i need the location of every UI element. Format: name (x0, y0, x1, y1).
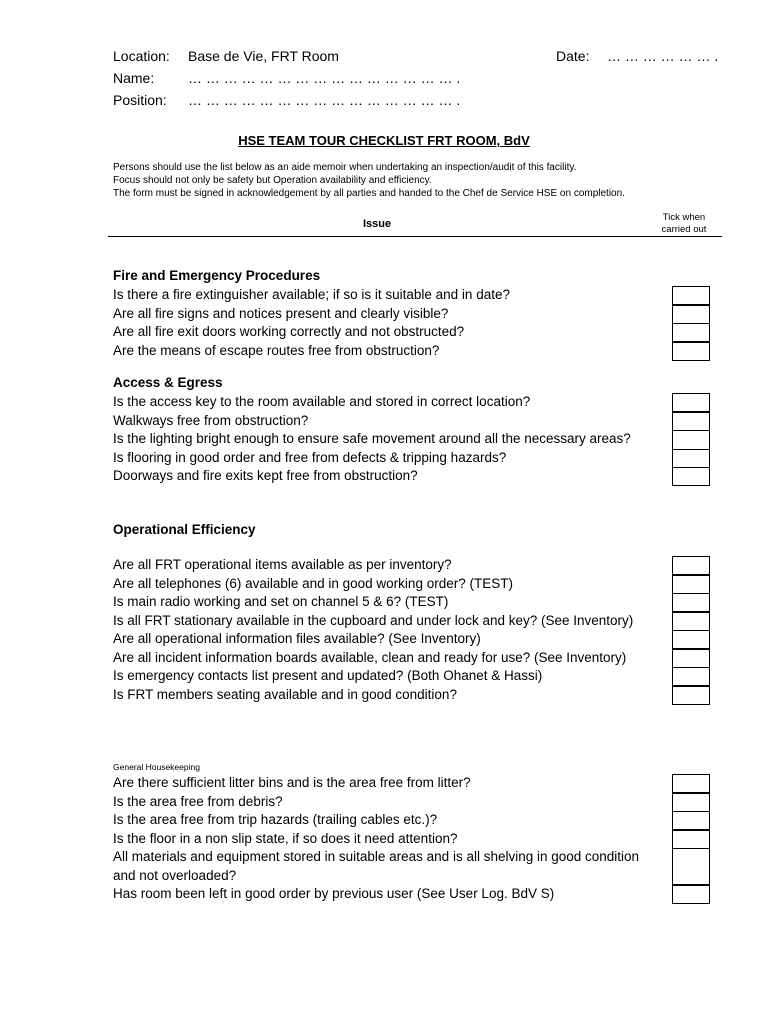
checklist-item: Is the floor in a non slip state, if so does it need attention? (113, 830, 458, 846)
checklist-row (113, 793, 648, 812)
tick-box[interactable] (672, 630, 710, 649)
checklist-item: Are there sufficient litter bins and is the area free from litter? (113, 775, 471, 790)
checklist-item: All materials and equipment stored in suitable areas and is all shelving in good condition and not overloaded? (113, 849, 640, 883)
checklist-item: Is the area free from trip hazards (trailing cables etc.)? (113, 812, 438, 827)
tick-box[interactable] (672, 323, 710, 342)
checklist-row (113, 556, 648, 575)
checklist-item: Are all telephones (6) available and in good working order? (TEST) (113, 575, 513, 591)
checklist-item: Is all FRT stationary available in the cupboard and under lock and key? (See Inventory) (113, 612, 634, 628)
section-title: Access & Egress (113, 375, 223, 390)
tick-box[interactable] (672, 575, 710, 594)
name-label: Name: (113, 70, 155, 86)
tick-box[interactable] (672, 667, 710, 686)
issue-column-heading: Issue (363, 218, 392, 230)
checklist-row (113, 575, 648, 594)
checklist-item: Are all operational information files available? (See Inventory) (113, 631, 481, 646)
column-header (108, 212, 722, 237)
checklist-item: Is the lighting bright enough to ensure safe movement around all the necessary areas? (113, 431, 631, 446)
position-value: … … … … … … … … … … … … … … … . (188, 92, 461, 108)
checklist-row (113, 305, 648, 324)
checklist-row (113, 630, 648, 649)
checklist-row (113, 323, 648, 342)
tick-box[interactable] (672, 556, 710, 575)
tick-box[interactable] (672, 467, 710, 486)
tick-heading-line: carried out (661, 224, 707, 235)
checklist-item: Are all incident information boards available, clean and ready for use? (See Inventory) (113, 649, 627, 665)
intro-text (113, 161, 625, 200)
checklist-row (113, 885, 648, 904)
checklist-row (113, 430, 648, 449)
date-label: Date: (556, 48, 590, 64)
tick-box[interactable] (672, 811, 710, 830)
checklist-item: Are all fire exit doors working correctly and not obstructed? (113, 324, 465, 339)
name-value: … … … … … … … … … … … … … … … . (188, 70, 461, 86)
checklist-item: Is there a fire extinguisher available; if so is it suitable and in date? (113, 287, 510, 302)
tick-column-heading (654, 212, 714, 236)
checklist-row (113, 774, 648, 793)
intro-line: Focus should not only be safety but Operation availability and efficiency. (113, 175, 432, 186)
checklist-item: Are the means of escape routes free from obstruction? (113, 342, 440, 358)
section-fire-emergency (113, 266, 648, 360)
checklist-row (113, 686, 648, 705)
tick-box[interactable] (672, 848, 710, 885)
tick-box[interactable] (672, 593, 710, 612)
tick-box[interactable] (672, 449, 710, 468)
checklist-row (113, 830, 648, 849)
tick-box[interactable] (672, 305, 710, 324)
section-title: Operational Efficiency (113, 522, 256, 537)
tick-box[interactable] (672, 774, 710, 793)
document-title: HSE TEAM TOUR CHECKLIST FRT ROOM, BdV (238, 133, 530, 148)
checklist-row (113, 848, 648, 885)
checklist-item: Is emergency contacts list present and updated? (Both Ohanet & Hassi) (113, 668, 543, 683)
tick-box[interactable] (672, 830, 710, 849)
location-value: Base de Vie, FRT Room (188, 48, 339, 64)
date-value: … … … … … … . (607, 48, 719, 64)
checklist-row (113, 412, 648, 431)
checklist-row (113, 612, 648, 631)
checklist-item: Is the area free from debris? (113, 793, 283, 809)
checklist-item: Doorways and fire exits kept free from obstruction? (113, 468, 418, 483)
checklist-row (113, 593, 648, 612)
tick-box[interactable] (672, 686, 710, 705)
section-access-egress (113, 373, 648, 486)
checklist-item: Is FRT members seating available and in good condition? (113, 686, 457, 702)
checklist-row (113, 342, 648, 361)
checklist-row (113, 811, 648, 830)
tick-box[interactable] (672, 885, 710, 904)
checklist-row (113, 649, 648, 668)
intro-line: The form must be signed in acknowledgement by all parties and handed to the Chef de Service HSE on completion. (113, 188, 625, 199)
section-title: Fire and Emergency Procedures (113, 268, 321, 283)
checklist-item: Is flooring in good order and free from defects & tripping hazards? (113, 449, 507, 465)
checklist-row (113, 467, 648, 486)
tick-box[interactable] (672, 412, 710, 431)
section-general-housekeeping (113, 760, 648, 904)
checklist-item: Is main radio working and set on channel 5 & 6? (TEST) (113, 594, 449, 609)
checklist-row (113, 393, 648, 412)
tick-heading-line: Tick when (662, 212, 706, 223)
section-title: General Housekeeping (113, 762, 200, 772)
checklist-row (113, 449, 648, 468)
checklist-item: Are all fire signs and notices present and clearly visible? (113, 305, 449, 321)
checklist-item: Is the access key to the room available and stored in correct location? (113, 394, 531, 409)
checklist-row (113, 286, 648, 305)
intro-line: Persons should use the list below as an aide memoir when undertaking an inspection/audit of this facility. (113, 162, 577, 173)
tick-box[interactable] (672, 286, 710, 305)
section-operational-efficiency (113, 520, 648, 704)
position-label: Position: (113, 92, 167, 108)
checklist-item: Has room been left in good order by previous user (See User Log. BdV S) (113, 886, 555, 901)
checklist-item: Walkways free from obstruction? (113, 412, 309, 428)
location-label: Location: (113, 48, 170, 64)
tick-box[interactable] (672, 793, 710, 812)
tick-box[interactable] (672, 342, 710, 361)
tick-box[interactable] (672, 393, 710, 412)
checklist-row (113, 667, 648, 686)
checklist-item: Are all FRT operational items available as per inventory? (113, 557, 452, 572)
